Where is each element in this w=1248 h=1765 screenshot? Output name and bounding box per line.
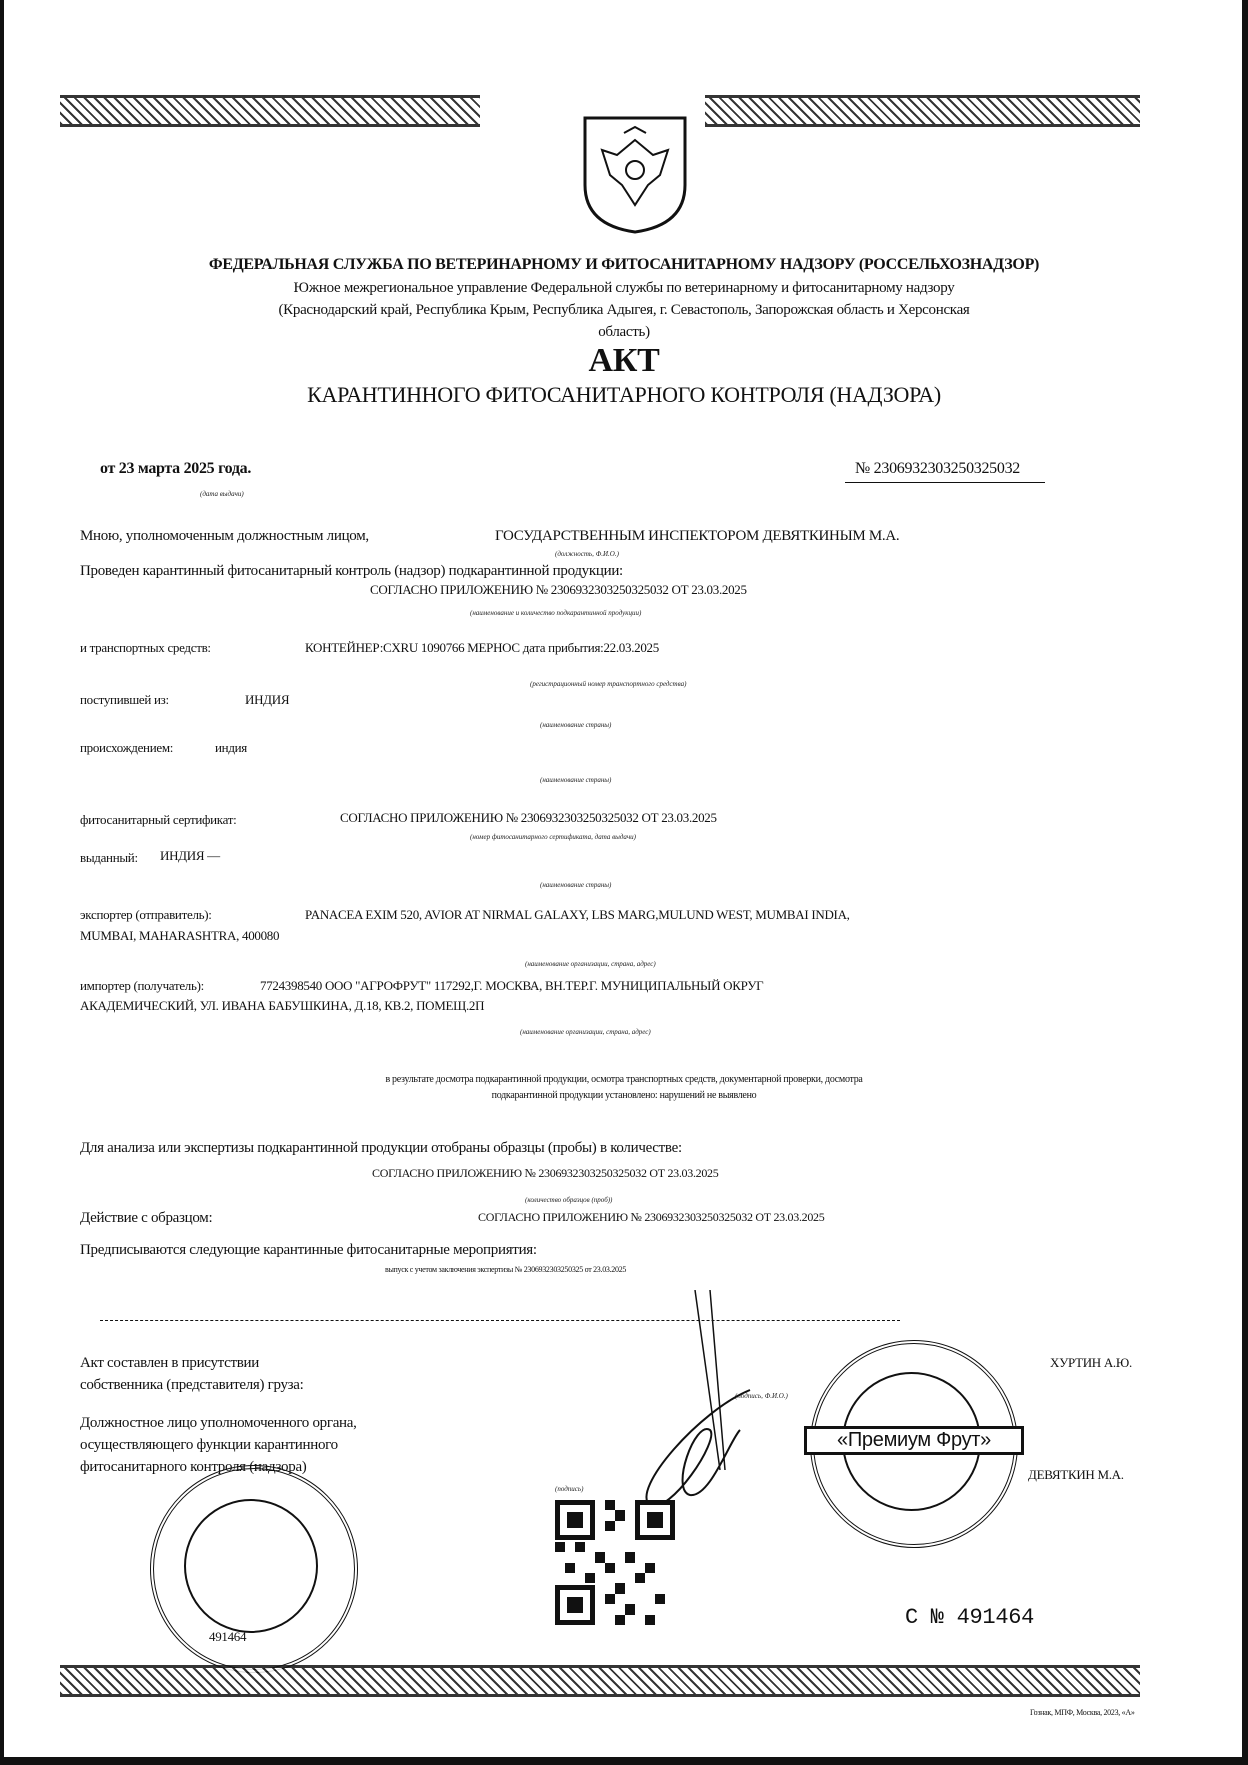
measures-value: выпуск с учетом заключения экспертизы № 2306932303250325 от 23.03.2025	[385, 1265, 627, 1274]
exporter-caption: (наименование организации, страна, адрес)	[525, 960, 656, 968]
date-caption: (дата выдачи)	[200, 490, 244, 498]
company-stamp	[810, 1340, 1018, 1548]
exporter-value-line-2: MUMBAI, MAHARASHTRA, 400080	[80, 928, 280, 943]
form-serial-number: С № 491464	[905, 1605, 1035, 1630]
official-label-1: Должностное лицо уполномоченного органа,	[80, 1415, 357, 1431]
qr-code	[555, 1500, 675, 1625]
official-label-3: фитосанитарного контроля (надзора)	[80, 1459, 307, 1475]
from-caption: (наименование страны)	[540, 721, 612, 729]
action-label: Действие с образцом:	[80, 1210, 213, 1226]
importer-value-line-1: 7724398540 ООО "АГРОФРУТ" 117292,Г. МОСКВА, ВН.ТЕР.Г. МУНИЦИПАЛЬНЫЙ ОКРУГ	[260, 978, 764, 993]
from-value: ИНДИЯ	[245, 692, 290, 707]
samples-text: Для анализа или экспертизы подкарантинной продукции отобраны образцы (пробы) в количестве:	[80, 1140, 682, 1156]
coat-of-arms-emblem-icon	[582, 115, 688, 235]
company-stamp-name: «Премиум Фрут»	[804, 1426, 1024, 1455]
issued-value: ИНДИЯ —	[160, 848, 220, 863]
origin-caption: (наименование страны)	[540, 776, 612, 784]
inspector-caption: (должность, Ф.И.О.)	[555, 550, 619, 558]
inspector-value: ГОСУДАРСТВЕННЫМ ИНСПЕКТОРОМ ДЕВЯТКИНЫМ М.А.	[495, 528, 900, 544]
exporter-value-line-1: PANACEA EXIM 520, AVIOR AT NIRMAL GALAXY, LBS MARG,MULUND WEST, MUMBAI INDIA,	[305, 907, 850, 922]
ornament-band-top-left	[60, 95, 480, 127]
exporter-label: экспортер (отправитель):	[80, 907, 212, 922]
act-date: от 23 марта 2025 года.	[100, 460, 252, 477]
certificate-caption: (номер фитосанитарного сертификата, дата выдачи)	[470, 833, 637, 841]
owner-name: ХУРТИН А.Ю.	[1050, 1355, 1132, 1370]
importer-caption: (наименование организации, страна, адрес)	[520, 1028, 651, 1036]
official-name: ДЕВЯТКИН М.А.	[1028, 1467, 1124, 1482]
product-value: СОГЛАСНО ПРИЛОЖЕНИЮ № 2306932303250325032 ОТ 23.03.2025	[370, 582, 747, 597]
ornament-band-top-right	[705, 95, 1140, 127]
certificate-label: фитосанитарный сертификат:	[80, 812, 237, 827]
printer-imprint: Гознак, МПФ, Москва, 2023, «А»	[1030, 1708, 1135, 1717]
importer-label: импортер (получатель):	[80, 978, 204, 993]
owner-label-1: Акт составлен в присутствии	[80, 1355, 259, 1371]
result-line-1: в результате досмотра подкарантинной продукции, осмотра транспортных средств, документарной проверки, досмотра	[385, 1074, 863, 1085]
origin-value: индия	[215, 740, 247, 755]
signature-icon	[600, 1290, 760, 1510]
transport-value: КОНТЕЙНЕР:CXRU 1090766 МЕРНОС дата прибытия:22.03.2025	[305, 640, 659, 655]
signature-caption: (подпись, Ф.И.О.)	[735, 1392, 788, 1400]
origin-label: происхождением:	[80, 740, 174, 755]
transport-label: и транспортных средств:	[80, 640, 211, 655]
seal-number: 491464	[209, 1629, 247, 1644]
action-value: СОГЛАСНО ПРИЛОЖЕНИЮ № 2306932303250325032 ОТ 23.03.2025	[478, 1210, 825, 1224]
issued-label: выданный:	[80, 850, 138, 865]
measures-text: Предписываются следующие карантинные фитосанитарные мероприятия:	[80, 1242, 537, 1258]
from-label: поступившей из:	[80, 692, 169, 707]
control-text: Проведен карантинный фитосанитарный контроль (надзор) подкарантинной продукции:	[80, 563, 623, 579]
act-number: № 2306932303250325032	[855, 460, 1020, 477]
official-seal-stamp	[150, 1465, 358, 1673]
divider-line	[100, 1320, 900, 1321]
samples-value: СОГЛАСНО ПРИЛОЖЕНИЮ № 2306932303250325032 ОТ 23.03.2025	[372, 1166, 719, 1180]
document-title: АКТ	[588, 342, 660, 379]
department-line-3: область)	[598, 324, 650, 340]
transport-caption: (регистрационный номер транспортного средства)	[530, 680, 687, 688]
ornament-band-bottom	[60, 1665, 1140, 1697]
agency-name: ФЕДЕРАЛЬНАЯ СЛУЖБА ПО ВЕТЕРИНАРНОМУ И ФИТОСАНИТАРНОМУ НАДЗОРУ (РОССЕЛЬХОЗНАДЗОР)	[208, 256, 1040, 273]
document-subtitle: КАРАНТИННОГО ФИТОСАНИТАРНОГО КОНТРОЛЯ (НАДЗОРА)	[307, 382, 941, 407]
samples-caption: (количество образцов (проб))	[525, 1196, 613, 1204]
certificate-value: СОГЛАСНО ПРИЛОЖЕНИЮ № 2306932303250325032 ОТ 23.03.2025	[340, 810, 717, 825]
signature-caption-2: (подпись)	[555, 1485, 584, 1493]
department-line-2: (Краснодарский край, Республика Крым, Республика Адыгея, г. Севастополь, Запорожская область и Херсонская	[278, 302, 970, 318]
department-line-1: Южное межрегиональное управление Федеральной службы по ветеринарному и фитосанитарному надзору	[293, 280, 955, 296]
number-underline	[845, 482, 1045, 483]
importer-value-line-2: АКАДЕМИЧЕСКИЙ, УЛ. ИВАНА БАБУШКИНА, Д.18, КВ.2, ПОМЕЩ.2П	[80, 998, 485, 1013]
issued-caption: (наименование страны)	[540, 881, 612, 889]
inspector-label: Мною, уполномоченным должностным лицом,	[80, 528, 369, 544]
owner-label-2: собственника (представителя) груза:	[80, 1377, 304, 1393]
product-caption: (наименование и количество подкарантинной продукции)	[470, 609, 642, 617]
result-line-2: подкарантинной продукции установлено: нарушений не выявлено	[491, 1090, 757, 1101]
official-label-2: осуществляющего функции карантинного	[80, 1437, 338, 1453]
